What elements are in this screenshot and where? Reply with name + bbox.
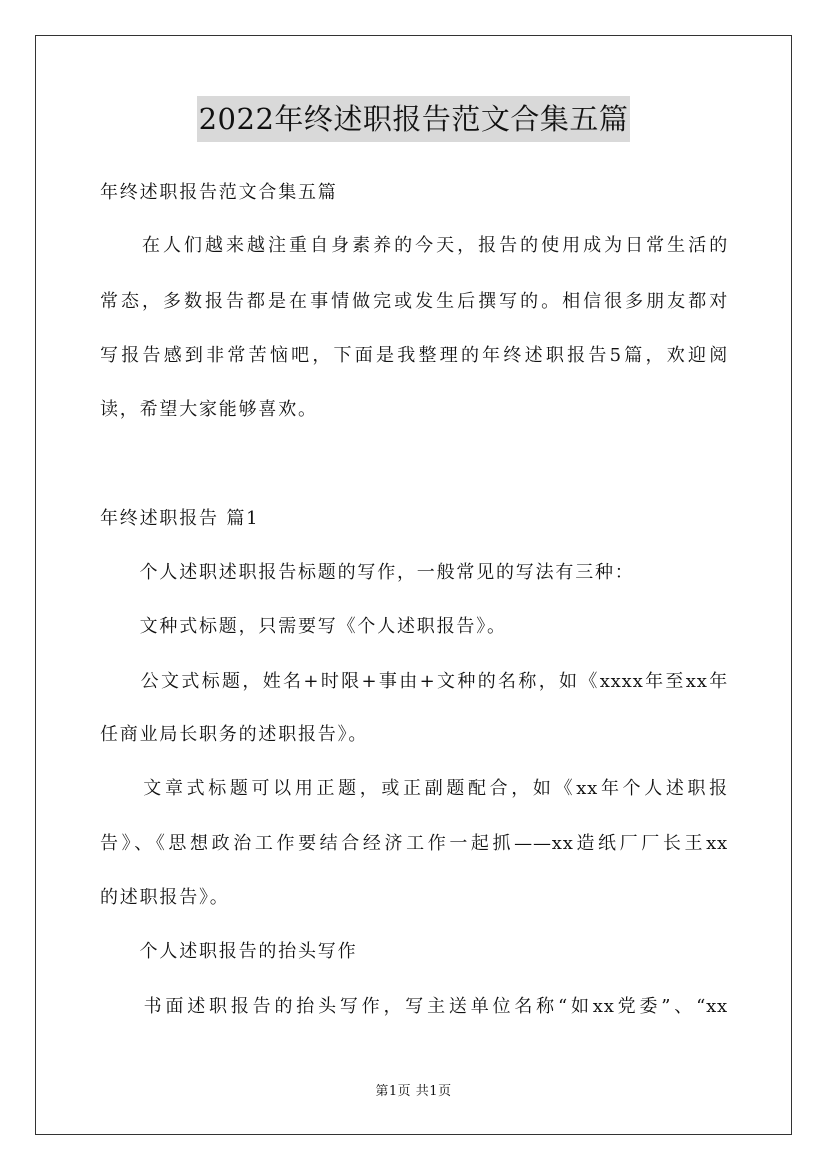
paragraph-line: 读，希望大家能够喜欢。: [100, 399, 318, 420]
paragraph-line: 个人述职报告的抬头写作: [100, 941, 358, 962]
paragraph-line: 写报告感到非常苦恼吧，下面是我整理的年终述职报告5篇，欢迎阅: [100, 345, 728, 366]
paragraph-line: 书面述职报告的抬头写作，写主送单位名称“如xx党委”、“xx: [100, 996, 728, 1017]
paragraph-line: 任商业局长职务的述职报告》。: [100, 724, 369, 745]
paragraph-line: 告》、《思想政治工作要结合经济工作一起抓——xx造纸厂厂长王xx: [100, 833, 728, 854]
paragraph-line: 文章式标题可以用正题，或正副题配合，如《xx年个人述职报: [100, 778, 728, 799]
paragraph-line: 常态，多数报告都是在事情做完或发生后撰写的。相信很多朋友都对: [100, 291, 728, 312]
page-footer: 第1页 共1页: [375, 1084, 452, 1099]
paragraph-line: 个人述职述职报告标题的写作，一般常见的写法有三种：: [100, 562, 635, 583]
paragraph-line: 文种式标题，只需要写《个人述职报告》。: [100, 616, 507, 637]
paragraph-line: 的述职报告》。: [100, 887, 230, 908]
paragraph-line: 公文式标题，姓名+时限+事由+文种的名称，如《xxxx年至xx年: [100, 671, 728, 692]
subtitle-line: 年终述职报告范文合集五篇: [100, 182, 338, 203]
document-title-wrap: [0, 96, 827, 142]
paragraph-line: 在人们越来越注重自身素养的今天，报告的使用成为日常生活的: [100, 235, 728, 256]
document-title: 2022年终述职报告范文合集五篇: [197, 96, 631, 142]
section-heading: 年终述职报告 篇1: [100, 508, 260, 529]
